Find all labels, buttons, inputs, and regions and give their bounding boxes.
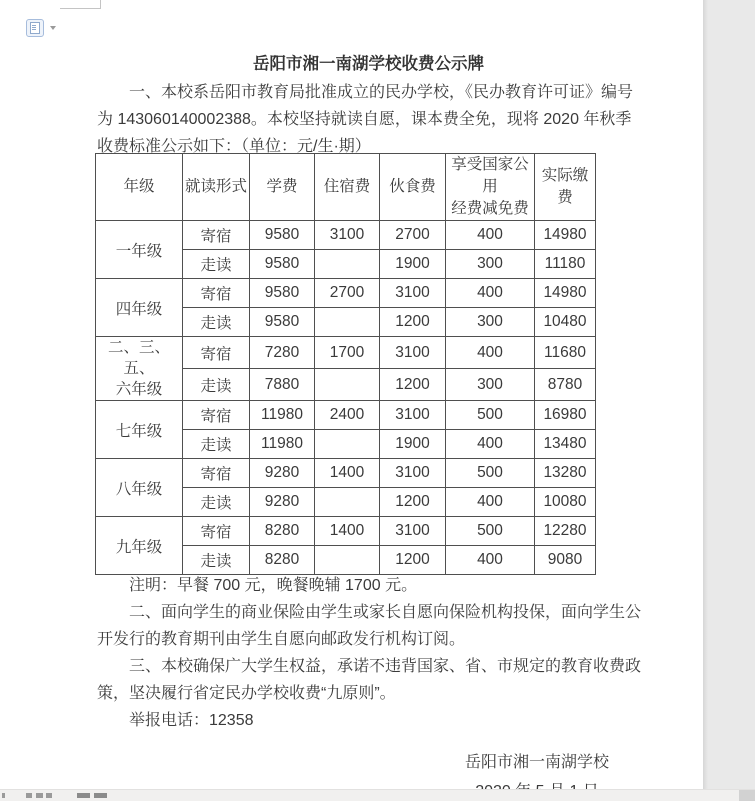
fee-cell: 2700 bbox=[315, 279, 380, 308]
fee-cell: 3100 bbox=[315, 221, 380, 250]
fee-cell: 400 bbox=[446, 430, 535, 459]
fee-cell: 3100 bbox=[380, 517, 446, 546]
fee-cell: 400 bbox=[446, 546, 535, 575]
fee-cell: 1200 bbox=[380, 369, 446, 401]
header-tuition: 学费 bbox=[250, 154, 315, 221]
fee-cell: 1400 bbox=[315, 459, 380, 488]
fee-cell: 14980 bbox=[535, 279, 596, 308]
fee-cell: 300 bbox=[446, 250, 535, 279]
grade-cell: 七年级 bbox=[96, 401, 183, 459]
fee-cell: 8780 bbox=[535, 369, 596, 401]
fee-cell: 9580 bbox=[250, 221, 315, 250]
statusbar-clipped-glyph bbox=[2, 793, 5, 798]
mode-cell: 走读 bbox=[183, 430, 250, 459]
statusbar-clipped-glyph bbox=[36, 793, 43, 798]
mode-cell: 走读 bbox=[183, 308, 250, 337]
mode-cell: 走读 bbox=[183, 546, 250, 575]
notes-block bbox=[97, 572, 657, 734]
fee-cell bbox=[315, 369, 380, 401]
fee-cell: 3100 bbox=[380, 401, 446, 430]
fee-cell: 9580 bbox=[250, 279, 315, 308]
header-grade: 年级 bbox=[96, 154, 183, 221]
page-corner-mark bbox=[60, 8, 101, 9]
grade-cell: 八年级 bbox=[96, 459, 183, 517]
fee-cell: 8280 bbox=[250, 517, 315, 546]
fee-cell: 500 bbox=[446, 517, 535, 546]
fee-cell: 8280 bbox=[250, 546, 315, 575]
fee-cell: 1200 bbox=[380, 308, 446, 337]
header-meal: 伙食费 bbox=[380, 154, 446, 221]
paste-options-icon bbox=[26, 19, 44, 37]
fee-cell bbox=[315, 488, 380, 517]
fee-cell: 1700 bbox=[315, 337, 380, 369]
mode-cell: 寄宿 bbox=[183, 401, 250, 430]
statusbar-clipped-glyph bbox=[46, 793, 52, 798]
fee-cell: 1400 bbox=[315, 517, 380, 546]
fee-cell bbox=[315, 308, 380, 337]
fee-cell: 1200 bbox=[380, 488, 446, 517]
note-line: 三、本校确保广大学生权益，承诺不违背国家、省、市规定的教育收费政 bbox=[129, 658, 642, 675]
grade-cell: 二、三、五、 六年级 bbox=[96, 337, 183, 401]
fee-cell: 16980 bbox=[535, 401, 596, 430]
fee-cell: 12280 bbox=[535, 517, 596, 546]
fee-cell: 2400 bbox=[315, 401, 380, 430]
document-title: 岳阳市湘一南湖学校收费公示牌 bbox=[253, 55, 484, 73]
fee-cell: 11680 bbox=[535, 337, 596, 369]
statusbar-clipped-glyph bbox=[26, 793, 32, 798]
fee-cell bbox=[315, 250, 380, 279]
fee-cell: 14980 bbox=[535, 221, 596, 250]
signature-name: 岳阳市湘一南湖学校 bbox=[464, 754, 609, 771]
fee-cell: 3100 bbox=[380, 459, 446, 488]
fee-cell: 10480 bbox=[535, 308, 596, 337]
chevron-down-icon bbox=[50, 26, 56, 30]
note-line: 注明：早餐 700 元，晚餐晚辅 1700 元。 bbox=[129, 577, 418, 594]
intro-line: 一、本校系岳阳市教育局批准成立的民办学校，《民办教育许可证》编号 bbox=[129, 84, 634, 101]
fee-cell: 400 bbox=[446, 221, 535, 250]
fee-cell: 11980 bbox=[250, 401, 315, 430]
header-boarding: 住宿费 bbox=[315, 154, 380, 221]
fee-cell: 500 bbox=[446, 401, 535, 430]
fee-cell: 9280 bbox=[250, 459, 315, 488]
grade-cell: 九年级 bbox=[96, 517, 183, 575]
note-line: 开发行的教育期刊由学生自愿向邮政发行机构订阅。 bbox=[97, 631, 466, 648]
fee-cell: 13280 bbox=[535, 459, 596, 488]
mode-cell: 寄宿 bbox=[183, 221, 250, 250]
status-bar bbox=[0, 789, 755, 801]
canvas-right-margin bbox=[703, 0, 755, 800]
fee-cell: 300 bbox=[446, 369, 535, 401]
mode-cell: 走读 bbox=[183, 369, 250, 401]
fee-cell: 7280 bbox=[250, 337, 315, 369]
fee-cell: 400 bbox=[446, 337, 535, 369]
note-line: 举报电话：12358 bbox=[129, 712, 254, 729]
intro-paragraph bbox=[97, 79, 657, 161]
fee-cell: 1200 bbox=[380, 546, 446, 575]
fee-cell: 400 bbox=[446, 488, 535, 517]
fee-cell: 9280 bbox=[250, 488, 315, 517]
fee-cell: 3100 bbox=[380, 279, 446, 308]
fee-cell: 300 bbox=[446, 308, 535, 337]
page-corner-mark bbox=[100, 0, 101, 9]
mode-cell: 走读 bbox=[183, 488, 250, 517]
scrollbar-corner[interactable] bbox=[739, 790, 755, 801]
header-mode: 就读形式 bbox=[183, 154, 250, 221]
fee-cell bbox=[315, 430, 380, 459]
fee-cell: 11980 bbox=[250, 430, 315, 459]
fee-cell: 11180 bbox=[535, 250, 596, 279]
mode-cell: 寄宿 bbox=[183, 517, 250, 546]
fee-cell: 400 bbox=[446, 279, 535, 308]
fee-cell: 2700 bbox=[380, 221, 446, 250]
header-subsidy: 享受国家公用 经费减免费 bbox=[446, 154, 535, 221]
statusbar-clipped-glyph bbox=[77, 793, 90, 798]
mode-cell: 寄宿 bbox=[183, 459, 250, 488]
fee-cell bbox=[315, 546, 380, 575]
page-icon bbox=[30, 22, 40, 34]
note-line: 二、面向学生的商业保险由学生或家长自愿向保险机构投保，面向学生公 bbox=[129, 604, 642, 621]
grade-cell: 一年级 bbox=[96, 221, 183, 279]
intro-line: 收费标准公示如下：（单位：元/生·期） bbox=[97, 138, 371, 156]
fee-cell: 1900 bbox=[380, 250, 446, 279]
header-actual: 实际缴费 bbox=[535, 154, 596, 221]
fee-cell: 500 bbox=[446, 459, 535, 488]
fee-cell: 9580 bbox=[250, 250, 315, 279]
fee-cell: 9580 bbox=[250, 308, 315, 337]
mode-cell: 走读 bbox=[183, 250, 250, 279]
intro-line: 为 143060140002388。本校坚持就读自愿，课本费全免，现将 2020 年秋季 bbox=[97, 111, 632, 129]
fee-cell: 3100 bbox=[380, 337, 446, 369]
fee-cell: 10080 bbox=[535, 488, 596, 517]
paste-options-button[interactable] bbox=[26, 17, 60, 39]
fee-cell: 1900 bbox=[380, 430, 446, 459]
statusbar-clipped-glyph bbox=[94, 793, 107, 798]
fee-table bbox=[95, 153, 596, 575]
fee-cell: 9080 bbox=[535, 546, 596, 575]
note-line: 策，坚决履行省定民办学校收费“九原则”。 bbox=[97, 685, 396, 702]
grade-cell: 四年级 bbox=[96, 279, 183, 337]
fee-cell: 7880 bbox=[250, 369, 315, 401]
fee-cell: 13480 bbox=[535, 430, 596, 459]
mode-cell: 寄宿 bbox=[183, 337, 250, 369]
mode-cell: 寄宿 bbox=[183, 279, 250, 308]
